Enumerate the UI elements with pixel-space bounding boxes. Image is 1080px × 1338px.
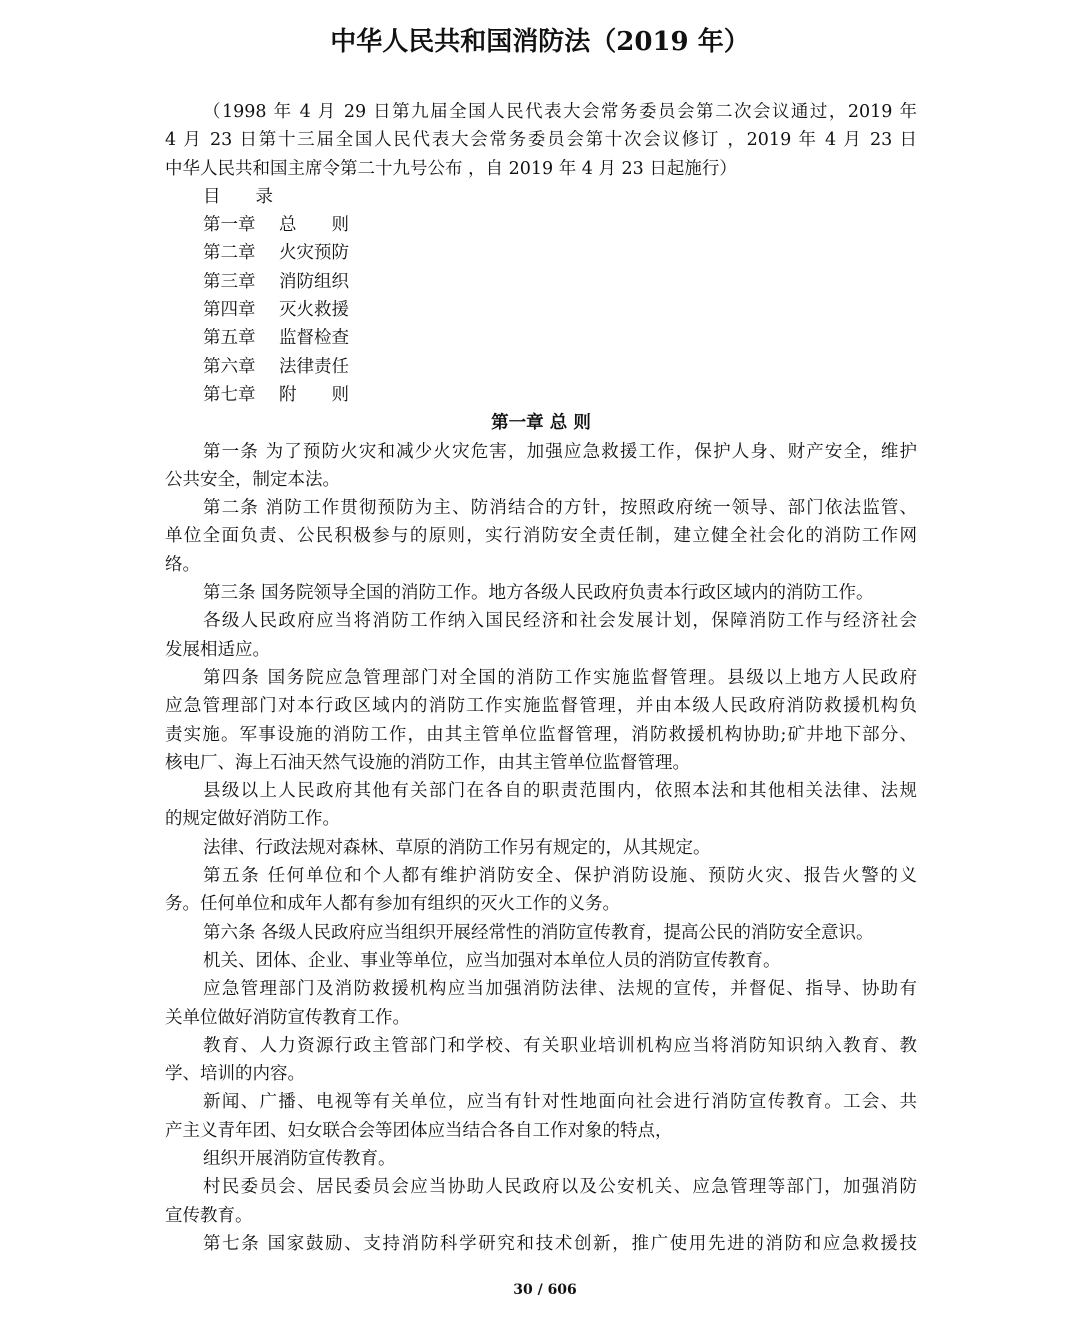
toc-chapter-name: 附 则	[279, 384, 349, 405]
toc-chapter-number: 第五章	[203, 328, 256, 349]
paragraph-line: 法律、行政法规对森林、草原的消防工作另有规定的，从其规定。	[203, 837, 711, 858]
paragraph-line: 第三条 国务院领导全国的消防工作。地方各级人民政府负责本行政区域内的消防工作。	[203, 583, 874, 604]
preamble-line: （1998 年 4 月 29 日第九届全国人民代表大会常务委员会第二次会议通过，2019 年	[203, 102, 917, 122]
paragraph	[165, 579, 917, 607]
toc-item[interactable]	[165, 296, 917, 324]
paragraph-line: 发展相适应。	[165, 639, 270, 660]
paragraph	[165, 607, 917, 664]
paragraph-line: 单位全面负责、公民积极参与的原则，实行消防安全责任制，建立健全社会化的消防工作网	[165, 526, 917, 547]
toc-item[interactable]	[165, 239, 917, 267]
current-page: 30	[513, 1282, 533, 1298]
paragraph-line: 新闻、广播、电视等有关单位，应当有针对性地面向社会进行消防宣传教育。工会、共	[203, 1092, 917, 1113]
paragraph-line: 核电厂、海上石油天然气设施的消防工作，由其主管单位监督管理。	[165, 752, 690, 773]
preamble-line: 中华人民共和国主席令第二十九号公布 ，自 2019 年 4 月 23 日起施行）	[165, 158, 737, 179]
paragraph	[165, 834, 917, 862]
page-indicator	[0, 1282, 1080, 1298]
paragraph-line: 第七条 国家鼓励、支持消防科学研究和技术创新，推广使用先进的消防和应急救援技	[203, 1233, 917, 1254]
chapter-heading: 第一章 总 则	[491, 413, 591, 434]
total-pages: 606	[547, 1282, 577, 1298]
paragraph-line: 教育、人力资源行政主管部门和学校、有关职业培训机构应当将消防知识纳入教育、教	[203, 1035, 917, 1056]
toc-chapter-name: 灭火救援	[279, 300, 349, 321]
paragraph	[165, 947, 917, 975]
paragraph-line: 宣传教育。	[165, 1205, 253, 1226]
paragraph-line: 应急管理部门及消防救援机构应当加强消防法律、法规的宣传，并督促、指导、协助有	[203, 979, 917, 1000]
paragraph	[165, 1032, 917, 1089]
paragraph-line: 村民委员会、居民委员会应当协助人民政府以及公安机关、应急管理等部门，加强消防	[203, 1177, 917, 1198]
toc-chapter-name: 火灾预防	[279, 243, 349, 264]
paragraph-line: 县级以上人民政府其他有关部门在各自的职责范围内，依照本法和其他相关法律、法规	[203, 781, 917, 802]
paragraph	[165, 1145, 917, 1173]
toc-chapter-number: 第六章	[203, 356, 256, 377]
paragraph-line: 应急管理部门对本行政区域内的消防工作实施监督管理，并由本级人民政府消防救援机构负	[165, 696, 917, 717]
toc-chapter-number: 第三章	[203, 271, 256, 292]
toc-heading: 目 录	[203, 186, 273, 207]
paragraph	[165, 438, 917, 495]
paragraph	[165, 1230, 917, 1258]
paragraph-line: 责实施。军事设施的消防工作，由其主管单位监督管理，消防救援机构协助;矿井地下部分、	[165, 724, 917, 745]
toc-chapter-number: 第七章	[203, 384, 256, 405]
paragraph-line: 第六条 各级人民政府应当组织开展经常性的消防宣传教育，提高公民的消防安全意识。	[203, 922, 874, 943]
toc-chapter-name: 法律责任	[279, 356, 349, 377]
toc-chapter-name: 消防组织	[279, 271, 349, 292]
paragraph-line: 组织开展消防宣传教育。	[203, 1148, 396, 1169]
paragraph	[165, 664, 917, 777]
toc-item[interactable]	[165, 268, 917, 296]
paragraph	[165, 777, 917, 834]
document-body	[165, 98, 917, 1258]
paragraph-line: 第二条 消防工作贯彻预防为主、防消结合的方针，按照政府统一领导、部门依法监管、	[203, 498, 917, 519]
paragraph-line: 第四条 国务院应急管理部门对全国的消防工作实施监督管理。县级以上地方人民政府	[203, 667, 917, 688]
paragraph	[165, 1173, 917, 1230]
paragraph	[165, 494, 917, 579]
toc-item[interactable]	[165, 211, 917, 239]
paragraph-line: 学、培训的内容。	[165, 1064, 305, 1085]
toc-chapter-number: 第一章	[203, 215, 256, 236]
toc-chapter-name: 监督检查	[279, 328, 349, 349]
toc-item[interactable]	[165, 324, 917, 352]
paragraph-line: 的规定做好消防工作。	[165, 809, 340, 830]
paragraph	[165, 919, 917, 947]
document-title: 中华人民共和国消防法（2019 年）	[330, 27, 750, 57]
toc-chapter-number: 第二章	[203, 243, 256, 264]
paragraph-line: 第五条 任何单位和个人都有维护消防安全、保护消防设施、预防火灾、报告火警的义	[203, 866, 917, 887]
paragraph-line: 机关、团体、企业、事业等单位，应当加强对本单位人员的消防宣传教育。	[203, 950, 781, 971]
toc-item[interactable]	[165, 353, 917, 381]
toc-chapter-number: 第四章	[203, 300, 256, 321]
paragraph	[165, 862, 917, 919]
table-of-contents	[165, 211, 917, 409]
paragraph-line: 第一条 为了预防火灾和减少火灾危害，加强应急救援工作，保护人身、财产安全，维护	[203, 441, 917, 462]
paragraph-line: 产主义青年团、妇女联合会等团体应当结合各自工作对象的特点，	[165, 1120, 673, 1141]
preamble-line: 4 月 23 日第十三届全国人民代表大会常务委员会第十次会议修订 ，2019 年 4 月 23 日	[165, 130, 917, 151]
paragraph-line: 务。任何单位和成年人都有参加有组织的灭火工作的义务。	[165, 894, 620, 915]
articles	[165, 438, 917, 1259]
preamble	[165, 98, 917, 183]
page-separator: /	[537, 1282, 543, 1298]
toc-item[interactable]	[165, 381, 917, 409]
paragraph-line: 各级人民政府应当将消防工作纳入国民经济和社会发展计划，保障消防工作与经济社会	[203, 611, 917, 632]
paragraph-line: 络。	[165, 554, 200, 575]
paragraph	[165, 975, 917, 1032]
paragraph	[165, 1088, 917, 1145]
toc-chapter-name: 总 则	[279, 215, 349, 236]
paragraph-line: 关单位做好消防宣传教育工作。	[165, 1007, 410, 1028]
paragraph-line: 公共安全，制定本法。	[165, 469, 340, 490]
